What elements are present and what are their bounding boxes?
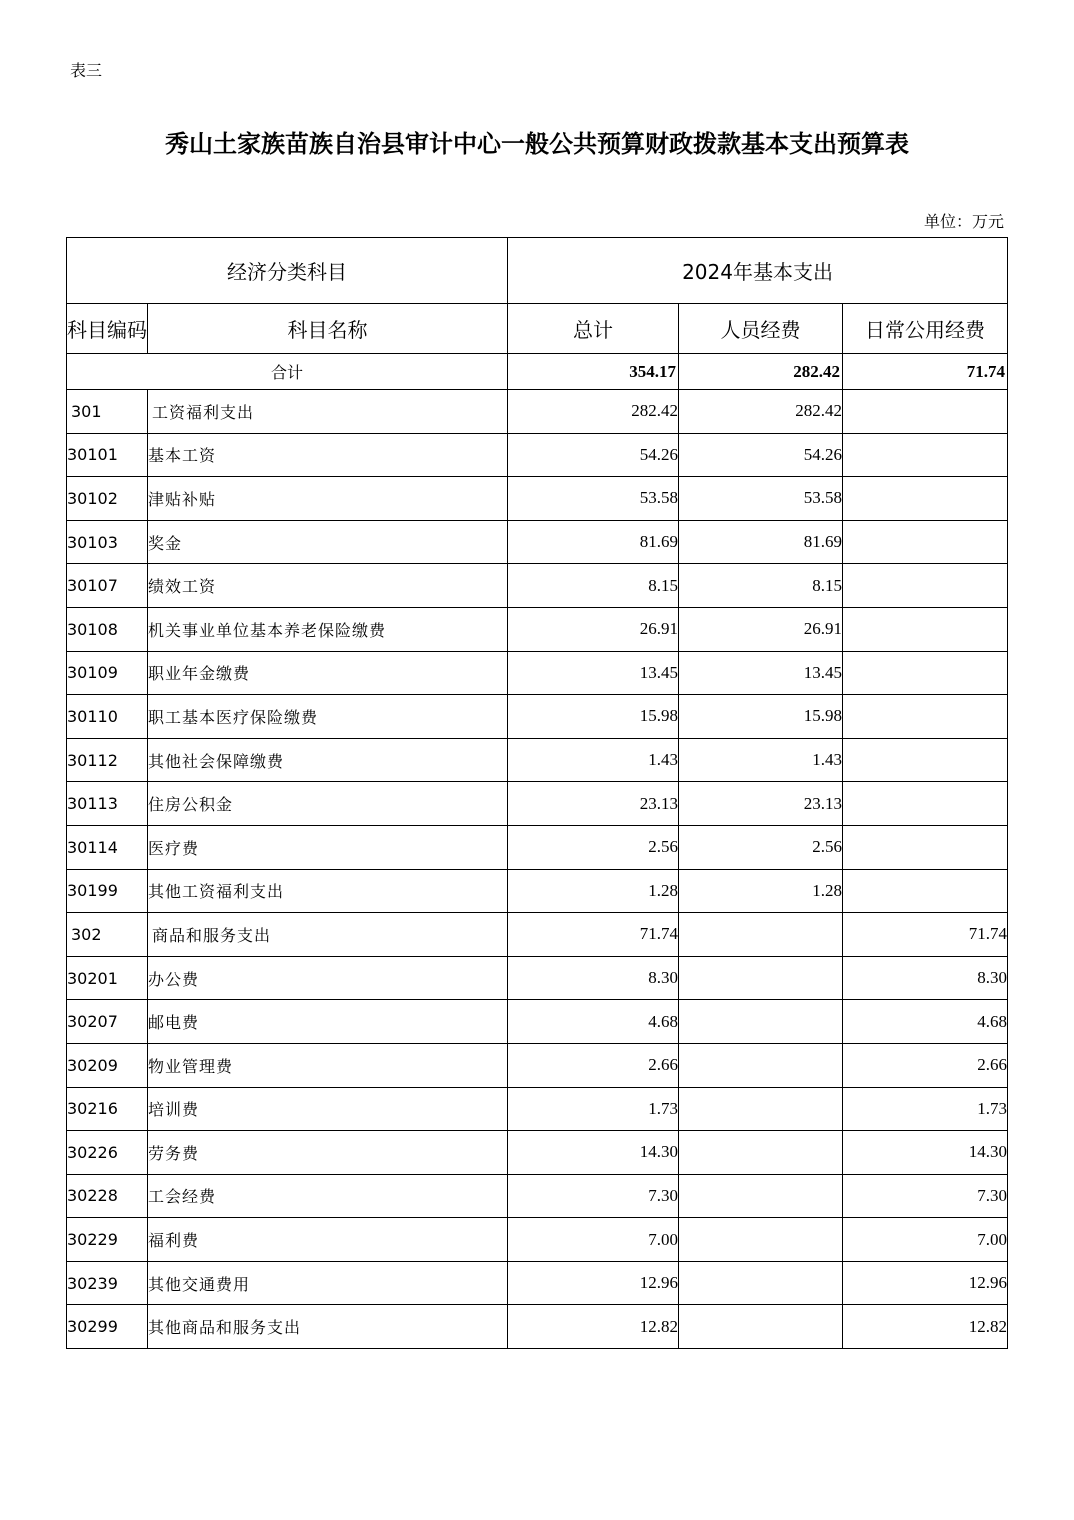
row-total: 2.56: [508, 825, 679, 869]
row-code: 30299: [67, 1305, 148, 1349]
row-name: 其他社会保障缴费: [148, 738, 508, 782]
table-row: [67, 782, 1008, 826]
header-code: 科目编码: [67, 304, 148, 354]
row-total: 8.15: [508, 564, 679, 608]
row-total: 282.42: [508, 390, 679, 434]
row-total: 7.00: [508, 1218, 679, 1262]
row-personnel: 1.43: [679, 738, 843, 782]
row-code: 30207: [67, 1000, 148, 1044]
row-personnel: [679, 1174, 843, 1218]
row-code: 30216: [67, 1087, 148, 1131]
header-personnel: 人员经费: [679, 304, 843, 354]
table-row: [67, 956, 1008, 1000]
row-public: [843, 825, 1008, 869]
table-row: [67, 738, 1008, 782]
row-name: 培训费: [148, 1087, 508, 1131]
row-public: [843, 477, 1008, 521]
row-personnel: 282.42: [679, 390, 843, 434]
row-code: 30199: [67, 869, 148, 913]
row-code: 30209: [67, 1043, 148, 1087]
table-tag: 表三: [70, 61, 103, 80]
row-name: 绩效工资: [148, 564, 508, 608]
row-name: 医疗费: [148, 825, 508, 869]
row-total: 4.68: [508, 1000, 679, 1044]
row-public: 12.96: [843, 1261, 1008, 1305]
row-code: 30229: [67, 1218, 148, 1262]
row-total: 1.43: [508, 738, 679, 782]
table-row: [67, 651, 1008, 695]
row-total: 15.98: [508, 695, 679, 739]
total-label: 合计: [67, 354, 508, 390]
table-row: [67, 607, 1008, 651]
row-code: 30226: [67, 1131, 148, 1175]
row-code: 30103: [67, 520, 148, 564]
table-row: [67, 913, 1008, 957]
row-name: 劳务费: [148, 1131, 508, 1175]
row-personnel: 23.13: [679, 782, 843, 826]
row-code: 30114: [67, 825, 148, 869]
row-name: 物业管理费: [148, 1043, 508, 1087]
row-code: 30101: [67, 433, 148, 477]
row-total: 23.13: [508, 782, 679, 826]
budget-table: [66, 237, 1008, 1349]
row-public: 4.68: [843, 1000, 1008, 1044]
row-personnel: [679, 956, 843, 1000]
table-row: [67, 695, 1008, 739]
row-code: 30239: [67, 1261, 148, 1305]
row-code: 30102: [67, 477, 148, 521]
row-personnel: [679, 1261, 843, 1305]
table-row: [67, 869, 1008, 913]
table-row: [67, 1043, 1008, 1087]
row-public: [843, 520, 1008, 564]
row-code: 30107: [67, 564, 148, 608]
row-personnel: [679, 1131, 843, 1175]
table-row: [67, 564, 1008, 608]
table-row: [67, 390, 1008, 434]
row-public: [843, 869, 1008, 913]
header-group-row: [67, 238, 1008, 304]
row-code: 30112: [67, 738, 148, 782]
row-personnel: [679, 1305, 843, 1349]
row-public: [843, 433, 1008, 477]
row-name: 其他交通费用: [148, 1261, 508, 1305]
header-column-row: [67, 304, 1008, 354]
row-code: 301: [67, 390, 148, 434]
header-total: 总计: [508, 304, 679, 354]
row-public: [843, 607, 1008, 651]
row-code: 30108: [67, 607, 148, 651]
row-name: 其他工资福利支出: [148, 869, 508, 913]
table-row: [67, 477, 1008, 521]
row-personnel: 1.28: [679, 869, 843, 913]
row-name: 职工基本医疗保险缴费: [148, 695, 508, 739]
row-public: 2.66: [843, 1043, 1008, 1087]
row-public: 71.74: [843, 913, 1008, 957]
row-public: 7.30: [843, 1174, 1008, 1218]
table-row: [67, 1305, 1008, 1349]
row-total: 12.96: [508, 1261, 679, 1305]
total-row: [67, 354, 1008, 390]
total-public: 71.74: [843, 354, 1008, 390]
row-public: 14.30: [843, 1131, 1008, 1175]
row-total: 54.26: [508, 433, 679, 477]
row-total: 7.30: [508, 1174, 679, 1218]
header-economic-classification: 经济分类科目: [67, 238, 508, 304]
row-personnel: [679, 1218, 843, 1262]
table-row: [67, 1087, 1008, 1131]
row-personnel: 26.91: [679, 607, 843, 651]
row-total: 1.73: [508, 1087, 679, 1131]
row-public: 8.30: [843, 956, 1008, 1000]
page-title: 秀山土家族苗族自治县审计中心一般公共预算财政拨款基本支出预算表: [165, 129, 909, 158]
row-personnel: 2.56: [679, 825, 843, 869]
row-code: 30113: [67, 782, 148, 826]
row-name: 住房公积金: [148, 782, 508, 826]
row-name: 办公费: [148, 956, 508, 1000]
row-personnel: 8.15: [679, 564, 843, 608]
row-public: [843, 390, 1008, 434]
table-row: [67, 1218, 1008, 1262]
row-total: 81.69: [508, 520, 679, 564]
row-public: [843, 738, 1008, 782]
row-code: 302: [67, 913, 148, 957]
row-personnel: 54.26: [679, 433, 843, 477]
row-total: 53.58: [508, 477, 679, 521]
row-personnel: 53.58: [679, 477, 843, 521]
row-name: 福利费: [148, 1218, 508, 1262]
row-public: 1.73: [843, 1087, 1008, 1131]
row-name: 职业年金缴费: [148, 651, 508, 695]
row-code: 30109: [67, 651, 148, 695]
row-name: 邮电费: [148, 1000, 508, 1044]
row-name: 机关事业单位基本养老保险缴费: [148, 607, 508, 651]
row-name: 其他商品和服务支出: [148, 1305, 508, 1349]
table-row: [67, 520, 1008, 564]
header-basic-expenditure: 2024年基本支出: [508, 238, 1008, 304]
row-public: [843, 695, 1008, 739]
row-personnel: [679, 1087, 843, 1131]
row-total: 12.82: [508, 1305, 679, 1349]
row-personnel: [679, 913, 843, 957]
unit-label: 单位：万元: [923, 212, 1004, 231]
row-total: 8.30: [508, 956, 679, 1000]
row-name: 津贴补贴: [148, 477, 508, 521]
row-personnel: [679, 1000, 843, 1044]
row-name: 基本工资: [148, 433, 508, 477]
row-total: 1.28: [508, 869, 679, 913]
row-code: 30201: [67, 956, 148, 1000]
row-total: 14.30: [508, 1131, 679, 1175]
total-amount: 354.17: [508, 354, 679, 390]
row-public: [843, 564, 1008, 608]
row-public: 12.82: [843, 1305, 1008, 1349]
row-total: 13.45: [508, 651, 679, 695]
row-personnel: 15.98: [679, 695, 843, 739]
total-personnel: 282.42: [679, 354, 843, 390]
table-row: [67, 1000, 1008, 1044]
header-public: 日常公用经费: [843, 304, 1008, 354]
row-public: [843, 651, 1008, 695]
row-name: 奖金: [148, 520, 508, 564]
table-row: [67, 433, 1008, 477]
table-row: [67, 1174, 1008, 1218]
header-name: 科目名称: [148, 304, 508, 354]
row-public: 7.00: [843, 1218, 1008, 1262]
row-total: 26.91: [508, 607, 679, 651]
table-row: [67, 1261, 1008, 1305]
row-personnel: 81.69: [679, 520, 843, 564]
row-name: 工会经费: [148, 1174, 508, 1218]
row-total: 71.74: [508, 913, 679, 957]
row-name: 工资福利支出: [148, 390, 508, 434]
row-personnel: 13.45: [679, 651, 843, 695]
row-personnel: [679, 1043, 843, 1087]
table-row: [67, 1131, 1008, 1175]
row-code: 30110: [67, 695, 148, 739]
row-total: 2.66: [508, 1043, 679, 1087]
row-code: 30228: [67, 1174, 148, 1218]
row-public: [843, 782, 1008, 826]
row-name: 商品和服务支出: [148, 913, 508, 957]
table-row: [67, 825, 1008, 869]
